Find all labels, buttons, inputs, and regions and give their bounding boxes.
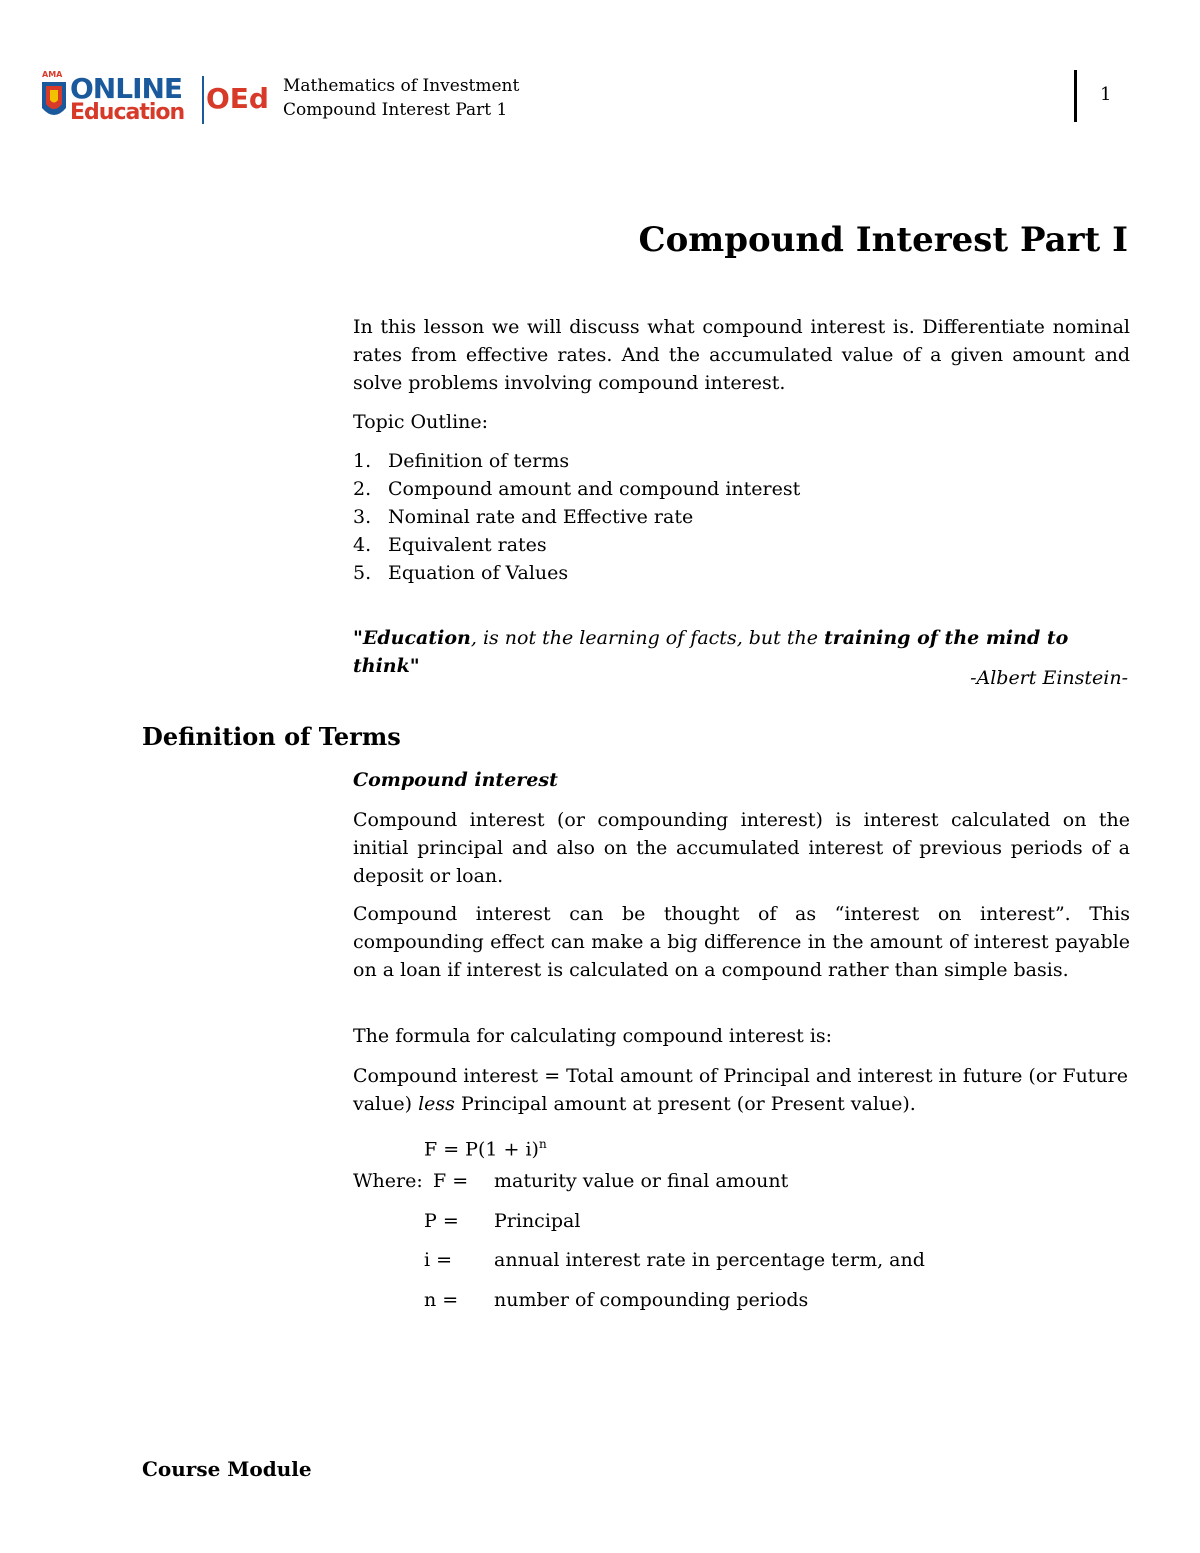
page-number: 1 [1100,84,1112,105]
list-number: 5. [353,562,372,584]
p4-text-a: Compound interest = Total amount of Principal and interest in future (or Future value) [353,1065,1129,1115]
section-heading: Definition of Terms [142,722,401,751]
def-i-symbol: i = [424,1249,453,1271]
list-number: 3. [353,506,372,528]
p4-less: less [418,1093,455,1115]
list-number: 4. [353,534,372,556]
quote-author: -Albert Einstein- [970,667,1128,689]
page-title: Compound Interest Part I [638,220,1128,260]
list-number: 1. [353,450,372,472]
def-n-text: number of compounding periods [494,1289,809,1311]
formula-base: F = P(1 + i) [424,1138,539,1161]
list-item [353,531,1130,559]
list-text: Definition of terms [388,450,570,472]
quote-part1: Education [362,627,471,649]
quote-open: " [353,627,363,649]
logo-education: Education [70,100,185,125]
logo-oed: OEd [206,82,269,115]
logo-ama: AMA [42,70,63,79]
formula [424,1130,547,1163]
def-f-symbol: F = [433,1170,469,1192]
def-p-text: Principal [494,1210,581,1232]
header-topic: Compound Interest Part 1 [283,100,508,120]
logo-online: ONLINE [70,72,183,105]
paragraph-1: Compound interest (or compounding interest) is interest calculated on the initial principal and also on the accumulated interest of previous periods of a deposit or loan. [353,809,1130,887]
outline-label: Topic Outline: [353,411,489,433]
header-course: Mathematics of Investment [283,76,520,96]
def-i-text: annual interest rate in percentage term, and [494,1249,925,1271]
logo [38,70,270,128]
intro-paragraph: In this lesson we will discuss what compound interest is. Differentiate nominal rates from effective rates. And the accumulated value of a given amount and solve problems involving compound interest. [353,316,1130,394]
def-f-text: maturity value or final amount [494,1170,789,1192]
where-label: Where: [353,1170,423,1192]
list-item [353,447,1130,475]
list-item [353,559,1130,587]
quote-part3: training of the mind to think [353,627,1069,677]
paragraph-4 [353,1062,1130,1118]
paragraph-2: Compound interest can be thought of as “interest on interest”. This compounding effect can make a big difference in the amount of interest payable on a loan if interest is calculated on a compound rather than simple basis. [353,903,1130,981]
quote-part2: , is not the learning of facts, but the [470,627,825,649]
list-number: 2. [353,478,372,500]
p4-text-b: Principal amount at present (or Present value). [454,1093,916,1115]
list-item [353,475,1130,503]
formula-exponent: n [538,1137,547,1151]
def-p-symbol: P = [424,1210,459,1232]
list-item [353,503,1130,531]
footer: Course Module [142,1457,312,1481]
header-divider [1074,70,1077,122]
list-text: Equivalent rates [388,534,547,556]
def-n-symbol: n = [424,1289,459,1311]
list-text: Compound amount and compound interest [388,478,801,500]
list-text: Nominal rate and Effective rate [388,506,694,528]
quote-close: " [409,655,420,677]
subheading: Compound interest [353,769,558,791]
list-text: Equation of Values [388,562,569,584]
paragraph-3: The formula for calculating compound interest is: [353,1025,833,1047]
topic-outline [353,447,1130,587]
